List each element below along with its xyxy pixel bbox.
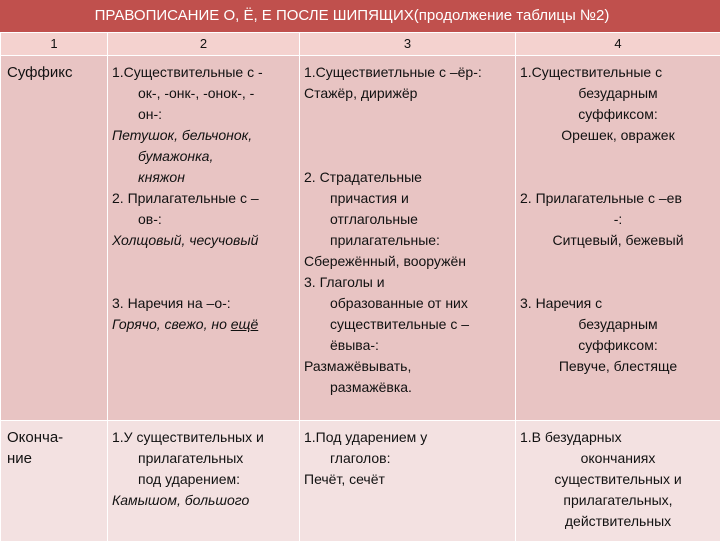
rule-text: 1.У существительных и	[112, 427, 295, 448]
rule-text: суффиксом:	[520, 104, 716, 125]
rule-text: глаголов:	[304, 448, 511, 469]
example-text: княжон	[138, 169, 185, 185]
rule-text: -:	[520, 209, 716, 230]
rule-text: под ударением:	[112, 469, 295, 490]
rule-text: ов-:	[112, 209, 295, 230]
rule-text: 3. Наречия на –о-:	[112, 293, 295, 314]
cell-ending-col4	[516, 421, 720, 542]
example-text-underlined: ещё	[231, 316, 259, 332]
example-text: Размажёвывать,	[304, 356, 511, 377]
table-row-ending	[1, 421, 720, 542]
rule-text: прилагательные:	[304, 230, 511, 251]
rule-text: он-:	[112, 104, 295, 125]
example-text: Певуче, блестяще	[520, 356, 716, 377]
example-text: Печёт, сечёт	[304, 469, 511, 490]
row-label-ending	[1, 421, 108, 542]
rule-text: суффиксом:	[520, 335, 716, 356]
example-text: бумажонка,	[138, 148, 213, 164]
example-text: Орешек, овражек	[520, 125, 716, 146]
cell-suffix-col4	[516, 56, 720, 421]
example-text: Сбережённый, вооружён	[304, 251, 511, 272]
rule-text: прилагательных,	[520, 490, 716, 511]
table-title-bar	[0, 0, 720, 32]
rule-text: действительных	[520, 511, 716, 532]
rule-text: безударным	[520, 314, 716, 335]
cell-ending-col3	[300, 421, 516, 542]
row-label-line: ние	[7, 448, 103, 469]
column-header-2: 2	[108, 33, 300, 56]
rule-text: 1.В безударных	[520, 427, 716, 448]
rule-text: 2. Прилагательные с –ев	[520, 188, 716, 209]
column-header-1: 1	[1, 33, 108, 56]
cell-ending-col2	[108, 421, 300, 542]
rule-text: 1.Существительные с	[520, 62, 716, 83]
rule-text: 2. Прилагательные с –	[112, 188, 295, 209]
rule-text: 1.Под ударением у	[304, 427, 511, 448]
rule-text: отглагольные	[304, 209, 511, 230]
row-label-suffix: Суффикс	[1, 56, 108, 421]
table-row-suffix	[1, 56, 720, 421]
header-row	[1, 33, 720, 56]
rule-text: прилагательных	[112, 448, 295, 469]
rule-text: окончаниях	[520, 448, 716, 469]
column-header-4: 4	[516, 33, 720, 56]
rule-text: ёвыва-:	[304, 335, 511, 356]
example-text: Стажёр, дирижёр	[304, 83, 511, 104]
example-text: Холщовый, чесучовый	[112, 232, 258, 248]
cell-suffix-col3	[300, 56, 516, 421]
rule-text: 3. Наречия с	[520, 293, 716, 314]
rule-text: существительные с –	[304, 314, 511, 335]
rule-text: 3. Глаголы и	[304, 272, 511, 293]
rule-text: образованные от них	[304, 293, 511, 314]
example-text: Ситцевый, бежевый	[520, 230, 716, 251]
example-text: Камышом, большого	[112, 492, 249, 508]
rule-text: существительных и	[520, 469, 716, 490]
rule-text: безударным	[520, 83, 716, 104]
example-text: размажёвка.	[304, 377, 511, 398]
rule-text: 1.Существиетльные с –ёр-:	[304, 62, 511, 83]
example-text: Горячо, свежо, но	[112, 316, 231, 332]
example-text: Петушок, бельчонок,	[112, 127, 252, 143]
cell-suffix-col2	[108, 56, 300, 421]
rule-text: 1.Существительные с -	[112, 62, 295, 83]
row-label-line: Оконча-	[7, 427, 103, 448]
column-header-3: 3	[300, 33, 516, 56]
rule-text: причастия и	[304, 188, 511, 209]
spelling-rules-table	[0, 32, 720, 542]
rule-text: 2. Страдательные	[304, 167, 511, 188]
table-title: ПРАВОПИСАНИЕ О, Ё, Е ПОСЛЕ ШИПЯЩИХ(продолжение таблицы №2)	[95, 7, 610, 24]
rule-text: ок-, -онк-, -онок-, -	[112, 83, 295, 104]
